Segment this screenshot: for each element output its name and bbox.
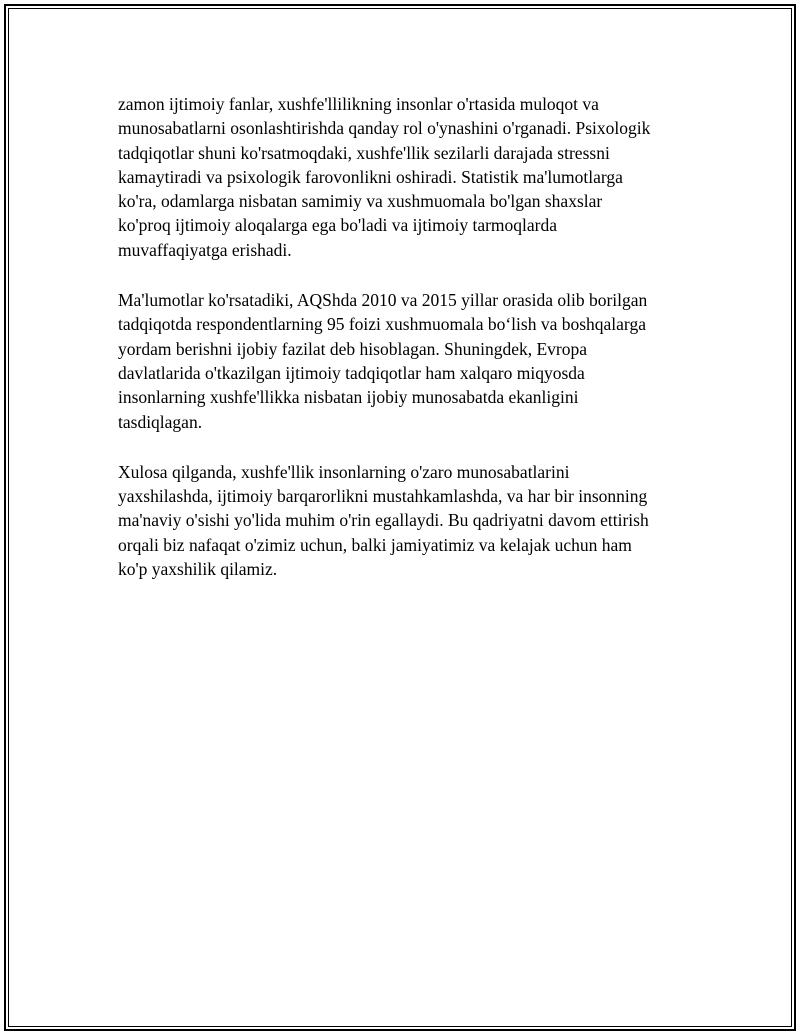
text-line: ko'proq ijtimoiy aloqalarga ega bo'ladi va ijtimoiy tarmoqlarda — [118, 215, 557, 236]
text-line: tadqiqotlar shuni ko'rsatmoqdaki, xushfe'llik sezilarli darajada stressni — [118, 142, 610, 163]
paragraph-2 — [118, 288, 698, 434]
document-body — [118, 92, 698, 607]
text-line: Xulosa qilganda, xushfe'llik insonlarning o'zaro munosabatlarini — [118, 461, 570, 482]
text-line: kamaytiradi va psixologik farovonlikni oshiradi. Statistik ma'lumotlarga — [118, 166, 623, 187]
text-line: ko'ra, odamlarga nisbatan samimiy va xushmuomala bo'lgan shaxslar — [118, 191, 603, 212]
text-line: Ma'lumotlar ko'rsatadiki, AQShda 2010 va 2015 yillar orasida olib borilgan — [118, 290, 648, 311]
text-line: tasdiqlagan. — [118, 411, 203, 432]
text-line: yordam berishni ijobiy fazilat deb hisoblagan. Shuningdek, Evropa — [118, 338, 587, 359]
text-line: davlatlarida o'tkazilgan ijtimoiy tadqiqotlar ham xalqaro miqyosda — [118, 362, 585, 383]
text-line: munosabatlarni osonlashtirishda qanday rol o'ynashini o'rganadi. Psixologik — [118, 118, 651, 139]
text-line: zamon ijtimoiy fanlar, xushfe'llilikning insonlar o'rtasida muloqot va — [118, 94, 599, 114]
text-line: tadqiqotda respondentlarning 95 foizi xushmuomala bo‘lish va boshqalarga — [118, 314, 646, 335]
text-line: ko'p yaxshilik qilamiz. — [118, 559, 278, 580]
text-line: yaxshilashda, ijtimoiy barqarorlikni mustahkamlashda, va har bir insonning — [118, 486, 648, 507]
text-line: muvaffaqiyatga erishadi. — [118, 239, 292, 260]
paragraph-3 — [118, 460, 698, 581]
text-line: ma'naviy o'sishi yo'lida muhim o'rin egallaydi. Bu qadriyatni davom ettirish — [118, 510, 649, 531]
text-line: insonlarning xushfe'llikka nisbatan ijobiy munosabatda ekanligini — [118, 387, 579, 408]
paragraph-1 — [118, 92, 698, 262]
text-line: orqali biz nafaqat o'zimiz uchun, balki jamiyatimiz va kelajak uchun ham — [118, 534, 632, 555]
